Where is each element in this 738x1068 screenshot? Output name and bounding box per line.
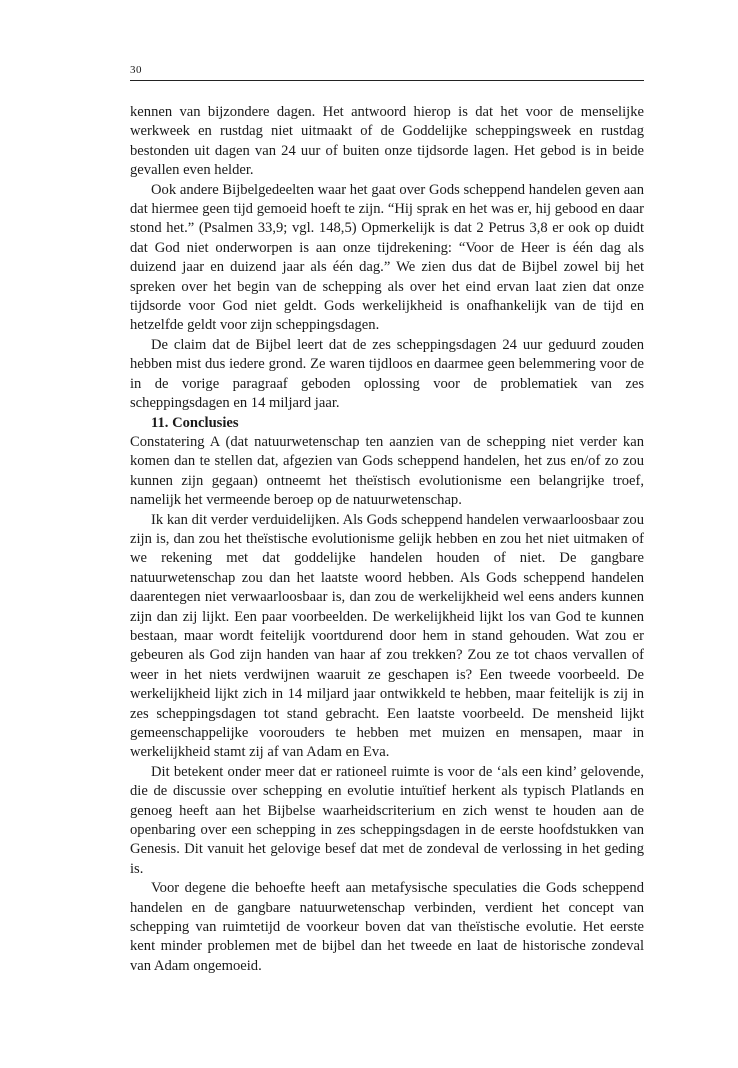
paragraph: kennen van bijzondere dagen. Het antwoord hierop is dat het voor de menselijke werkweek en rustdag niet uitmaakt of de Goddelijke scheppingsweek en rustdag bestonden uit dagen van 24 uur of buiten onze tijdsorde lagen. Het gebod is in beide gevallen even helder. bbox=[130, 104, 644, 179]
paragraph: Ik kan dit verder verduidelijken. Als Gods scheppend handelen verwaarloosbaar zou zijn is, dan zou het theïstische evolutionisme gelijk hebben en zou het niet uitmaken of we rekening met dat goddelijke handelen houden of niet. De gangbare natuurwetenschap zou dan het laatste woord hebben. Als Gods scheppend handelen daarentegen niet verwaarloosbaar is, dan zou de werkelijkheid wel eens anders kunnen zijn dan zij lijkt. Een paar voorbeelden. De werkelijkheid lijkt los van God te kunnen bestaan, maar wordt feitelijk voortdurend door hem in stand gehouden. Wat zou er gebeuren als God zijn handen van haar af zou trekken? Zou ze tot chaos vervallen of weer in het niets verdwijnen waaruit ze geschapen is? Een tweede voorbeeld. De werkelijkheid lijkt zich in 14 miljard jaar ontwikkeld te hebben, maar feitelijk is zij in zes scheppingsdagen tot stand gebracht. Een laatste voorbeeld. De mensheid lijkt gemeenschappelijke voorouders te hebben met muizen en mensapen, maar in werkelijkheid stamt zij af van Adam en Eva. bbox=[130, 511, 644, 761]
paragraph: De claim dat de Bijbel leert dat de zes scheppingsdagen 24 uur geduurd zouden hebben mist dus iedere grond. Ze waren tijdloos en daarmee geen belemmering voor de in de vorige paragraaf geboden oplossing voor de problematiek van zes scheppingsdagen en 14 miljard jaar. bbox=[130, 336, 644, 412]
paragraph: Voor degene die behoefte heeft aan metafysische speculaties die Gods scheppend handelen en de gangbare natuurwetenschap verbinden, verdient het concept van schepping van ruimtetijd de voorkeur boven dat van theïstische evolutie. Het eerste kent minder problemen met de bijbel dan het tweede en laat de historische zondeval van Adam ongemoeid. bbox=[130, 880, 644, 974]
body-text bbox=[130, 103, 644, 976]
paragraph: Constatering A (dat natuurwetenschap ten aanzien van de schepping niet verder kan komen dan te stellen dat, afgezien van Gods scheppend handelen, het zus en/of zo zou kunnen zijn gegaan) ontneemt het theïstisch evolutionisme een belangrijke troef, namelijk het vermeende beroep op de natuurwetenschap. bbox=[130, 433, 644, 509]
section-heading: 11. Conclusies bbox=[151, 414, 239, 431]
paragraph: Dit betekent onder meer dat er rationeel ruimte is voor de ‘als een kind’ gelovende, die de discussie over schepping en evolutie intuïtief herkent als typisch Platlands en genoeg heeft aan het Bijbelse waarheidscriterium en zich wenst te houden aan de openbaring over een schepping in zes scheppingsdagen in de eerste hoofdstukken van Genesis. Dit vanuit het gelovige besef dat met de zondeval de verlossing in het geding is. bbox=[130, 763, 644, 877]
page-number: 30 bbox=[130, 64, 142, 76]
paragraph: Ook andere Bijbelgedeelten waar het gaat over Gods scheppend handelen geven aan dat hiermee geen tijd gemoeid hoeft te zijn. “Hij sprak en het was er, hij gebood en daar stond het.” (Psalmen 33,9; vgl. 148,5) Opmerkelijk is dat 2 Petrus 3,8 er ook op duidt dat God niet onderworpen is aan onze tijdrekening: “Voor de Heer is één dag als duizend jaar en duizend jaar als één dag.” We zien dus dat de Bijbel zowel bij het spreken over het begin van de schepping als over het eind ervan laat zien dat onze tijdsorde voor God niet geldt. Gods werkelijkheid is onafhankelijk van de tijd en hetzelfde geldt voor zijn scheppingsdagen. bbox=[130, 181, 644, 334]
running-header bbox=[130, 66, 644, 81]
